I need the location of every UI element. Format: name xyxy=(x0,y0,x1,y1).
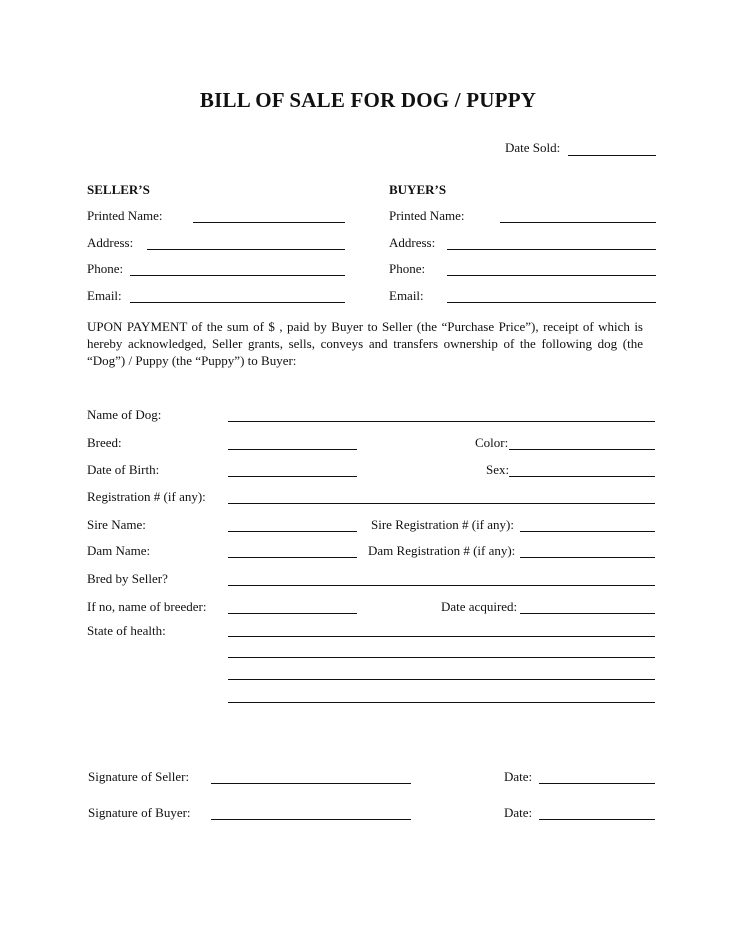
state-of-health-line-2[interactable] xyxy=(228,657,655,658)
date-of-birth-label: Date of Birth: xyxy=(87,462,160,477)
dog-name-field[interactable] xyxy=(228,421,655,422)
date-of-birth-field[interactable] xyxy=(228,476,357,477)
seller-address-label: Address: xyxy=(87,235,134,250)
payment-text-start: UPON PAYMENT of the sum of $ xyxy=(87,319,275,334)
breed-field[interactable] xyxy=(228,449,357,450)
buyer-phone-label: Phone: xyxy=(389,261,426,276)
dam-name-label: Dam Name: xyxy=(87,543,151,558)
seller-phone-label: Phone: xyxy=(87,261,124,276)
sire-name-label: Sire Name: xyxy=(87,517,146,532)
breed-label: Breed: xyxy=(87,435,122,450)
dam-registration-label: Dam Registration # (if any): xyxy=(368,543,516,558)
seller-phone-field[interactable] xyxy=(130,275,345,276)
color-label: Color: xyxy=(475,435,509,450)
buyer-address-field[interactable] xyxy=(447,249,656,250)
registration-label: Registration # (if any): xyxy=(87,489,206,504)
date-acquired-field[interactable] xyxy=(520,613,655,614)
sex-field[interactable] xyxy=(509,476,655,477)
seller-date-field[interactable] xyxy=(539,783,655,784)
bred-by-seller-label: Bred by Seller? xyxy=(87,571,168,586)
seller-printed-name-label: Printed Name: xyxy=(87,208,163,223)
seller-printed-name-field[interactable] xyxy=(193,222,345,223)
dog-name-label: Name of Dog: xyxy=(87,407,162,422)
buyer-email-field[interactable] xyxy=(447,302,656,303)
color-field[interactable] xyxy=(509,449,655,450)
sire-name-field[interactable] xyxy=(228,531,357,532)
buyer-email-label: Email: xyxy=(389,288,424,303)
buyer-printed-name-field[interactable] xyxy=(500,222,656,223)
buyer-signature-field[interactable] xyxy=(211,819,411,820)
buyer-signature-label: Signature of Buyer: xyxy=(88,805,191,820)
state-of-health-label: State of health: xyxy=(87,623,166,638)
seller-signature-label: Signature of Seller: xyxy=(88,769,190,784)
seller-address-field[interactable] xyxy=(147,249,345,250)
seller-signature-field[interactable] xyxy=(211,783,411,784)
dam-registration-field[interactable] xyxy=(520,557,655,558)
document-title: BILL OF SALE FOR DOG / PUPPY xyxy=(199,88,537,112)
state-of-health-line-3[interactable] xyxy=(228,679,655,680)
breeder-name-field[interactable] xyxy=(228,613,357,614)
state-of-health-line-4[interactable] xyxy=(228,702,655,703)
seller-heading: SELLER’S xyxy=(87,182,150,197)
registration-field[interactable] xyxy=(228,503,655,504)
buyer-address-label: Address: xyxy=(389,235,436,250)
buyer-heading: BUYER’S xyxy=(389,182,447,197)
date-sold-label: Date Sold: xyxy=(505,140,561,155)
buyer-printed-name-label: Printed Name: xyxy=(389,208,465,223)
buyer-phone-field[interactable] xyxy=(447,275,656,276)
seller-email-field[interactable] xyxy=(130,302,345,303)
buyer-date-label: Date: xyxy=(504,805,533,820)
date-acquired-label: Date acquired: xyxy=(441,599,518,614)
sire-registration-label: Sire Registration # (if any): xyxy=(371,517,514,532)
sire-registration-field[interactable] xyxy=(520,531,655,532)
date-sold-field[interactable] xyxy=(568,155,656,156)
state-of-health-line-1[interactable] xyxy=(228,636,655,637)
seller-date-label: Date: xyxy=(504,769,533,784)
sex-label: Sex: xyxy=(486,462,510,477)
breeder-name-label: If no, name of breeder: xyxy=(87,599,207,614)
bred-by-seller-field[interactable] xyxy=(228,585,655,586)
dam-name-field[interactable] xyxy=(228,557,357,558)
buyer-date-field[interactable] xyxy=(539,819,655,820)
payment-text-end: paid by Buyer to Seller (the “Purchase Price”), receipt of which is hereby acknowledged, Seller grants, sells, conveys and transfers ownership of the following dog (the “Dog”) / Puppy (the “Puppy”) to Buyer: xyxy=(87,319,643,368)
payment-paragraph: UPON PAYMENT of the sum of $ , paid by Buyer to Seller (the “Purchase Price”), receipt of which is hereby acknowledged, Seller grants, sells, conveys and transfers ownership of the following dog (the “Dog”) / Puppy (the “Puppy”) to Buyer: xyxy=(87,319,643,368)
seller-email-label: Email: xyxy=(87,288,122,303)
